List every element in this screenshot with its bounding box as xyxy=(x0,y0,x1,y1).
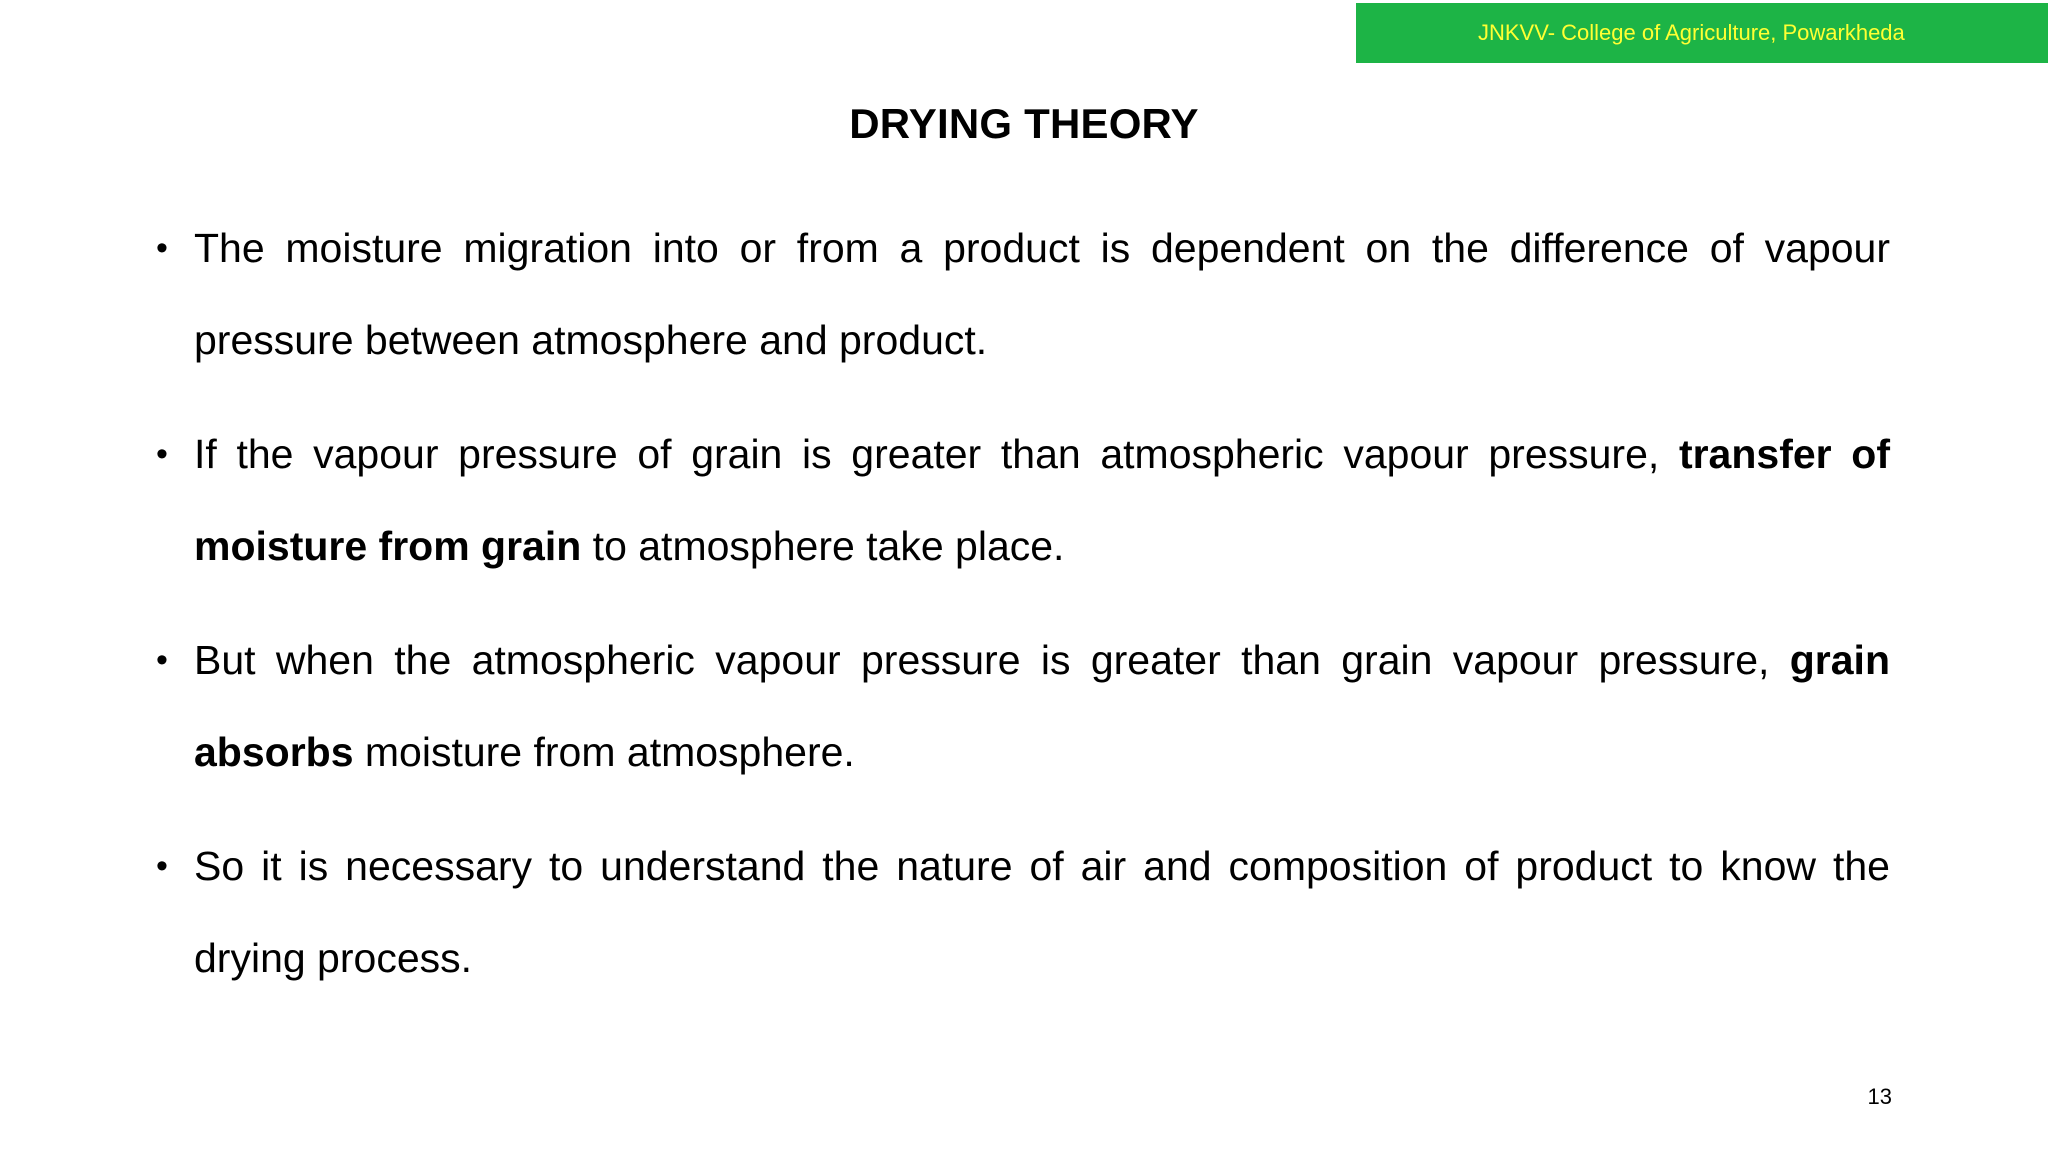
bullet-text: The moisture migration into or from a product is dependent on the difference of vapour pressure between atmosphere and product. xyxy=(194,225,1890,363)
page-number: 13 xyxy=(1867,1084,1892,1109)
bullet-marker: • xyxy=(156,847,168,885)
institution-name: JNKVV- College of Agriculture, Powarkheda xyxy=(1478,20,1905,45)
bullet-marker: • xyxy=(156,229,168,267)
slide-title: DRYING THEORY xyxy=(849,100,1199,147)
bullet-text-rest: moisture from atmosphere. xyxy=(353,729,855,775)
bullet-item xyxy=(148,614,1890,798)
header-band xyxy=(1356,3,2048,63)
bullet-item xyxy=(148,408,1890,592)
bullet-text-lead: But when the atmospheric vapour pressure is greater than grain vapour pressure, xyxy=(194,637,1790,683)
bullet-item xyxy=(148,820,1890,1004)
bullet-marker: • xyxy=(156,641,168,679)
bullet-marker: • xyxy=(156,435,168,473)
bullet-text-lead: If the vapour pressure of grain is greater than atmospheric vapour pressure, xyxy=(194,431,1679,477)
bullet-text-emphasis: grain absorbs xyxy=(194,637,1890,775)
bullet-text-emphasis: transfer of moisture from grain xyxy=(194,431,1890,569)
bullet-text-rest: to atmosphere take place. xyxy=(581,523,1065,569)
bullet-list xyxy=(148,202,1890,1026)
bullet-item xyxy=(148,202,1890,386)
bullet-text: So it is necessary to understand the nature of air and composition of product to know the drying process. xyxy=(194,843,1890,981)
